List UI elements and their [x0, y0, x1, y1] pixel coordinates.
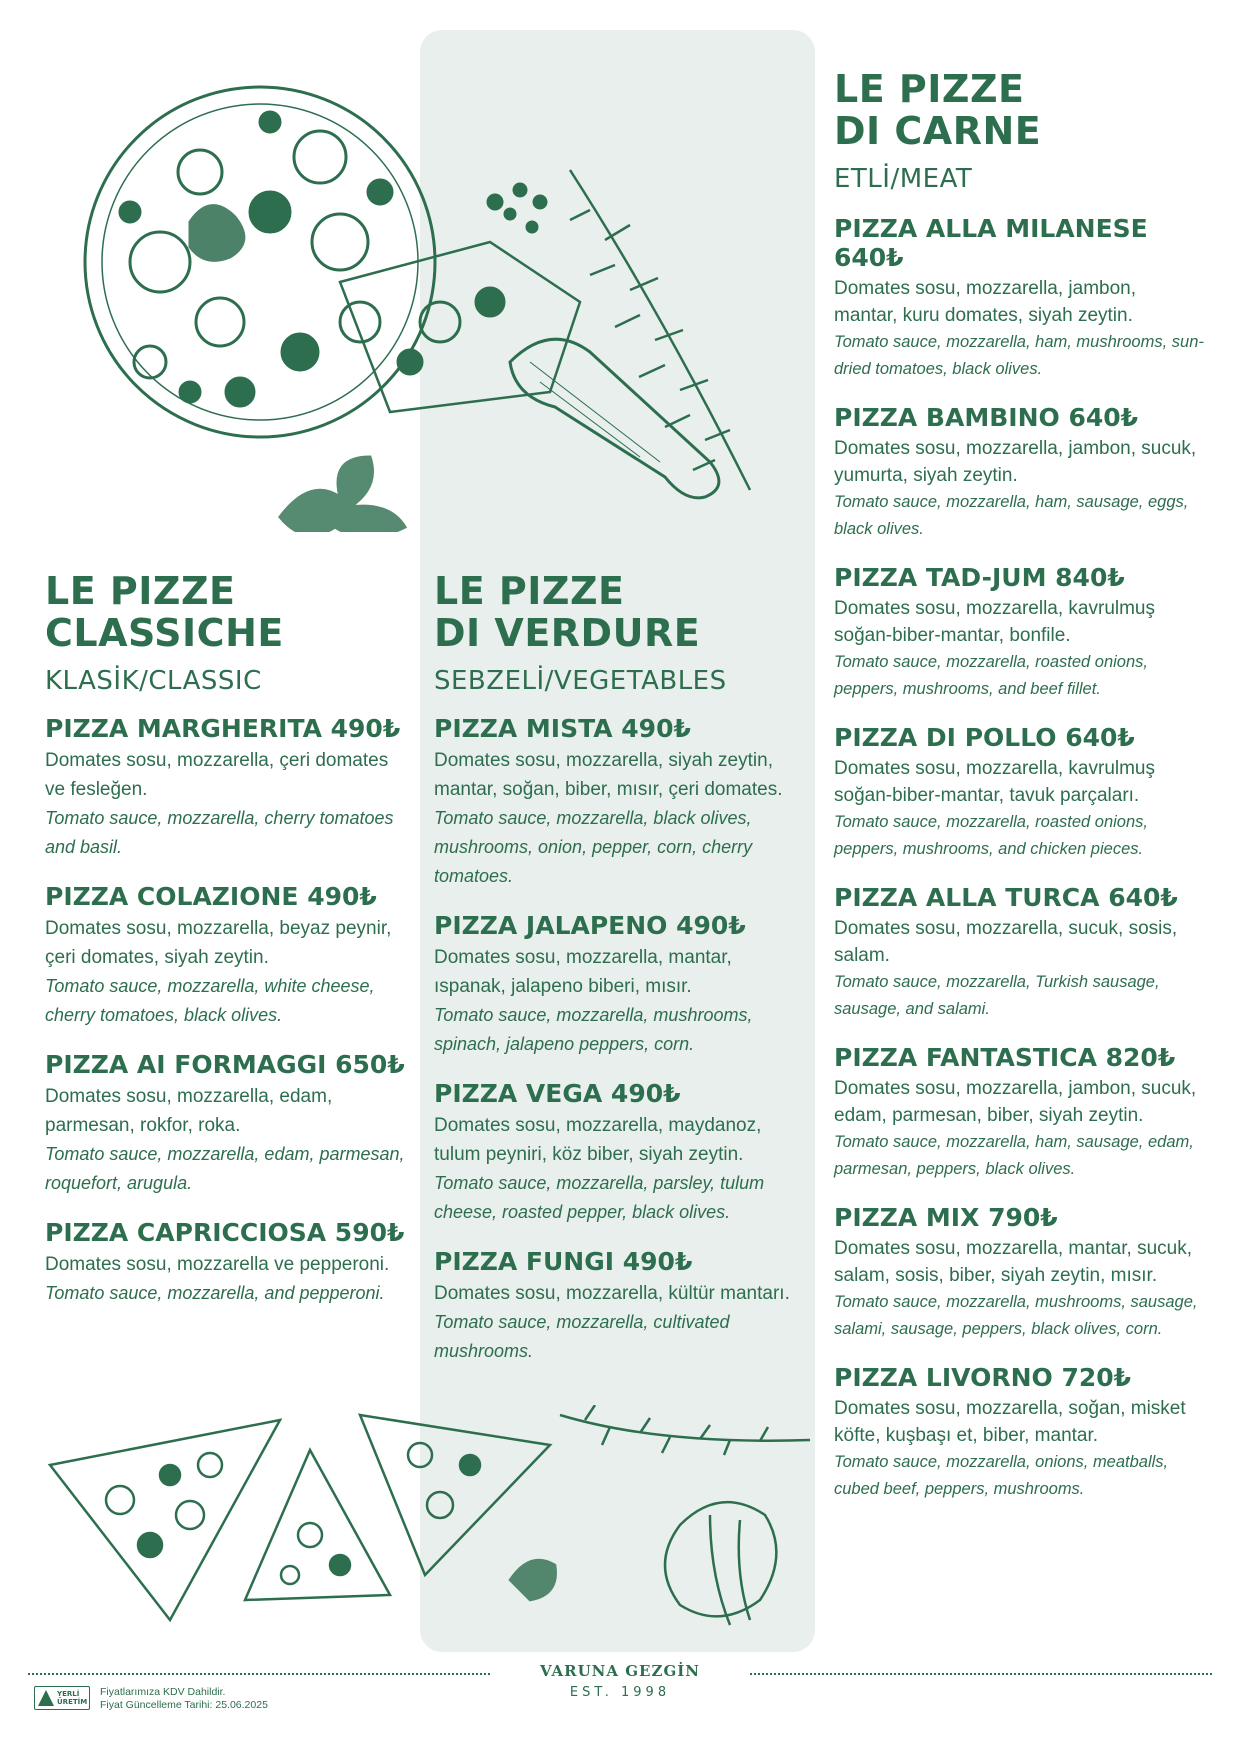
- menu-item: [834, 723, 1204, 863]
- menu-item-description-en: Tomato sauce, mozzarella, and pepperoni.: [45, 1283, 385, 1303]
- menu-item: [834, 1043, 1204, 1183]
- menu-item: [45, 1050, 405, 1198]
- menu-item-name: PIZZA DI POLLO 640₺: [834, 723, 1135, 752]
- menu-item-name: PIZZA JALAPENO 490₺: [434, 911, 746, 940]
- menu-item: [834, 1203, 1204, 1343]
- menu-item-description-tr: Domates sosu, mozzarella ve pepperoni.: [45, 1254, 390, 1275]
- menu-item: [45, 882, 405, 1030]
- menu-item-description-tr: Domates sosu, mozzarella, siyah zeytin, mantar, soğan, biber, mısır, çeri domates.: [434, 750, 783, 800]
- menu-item-name: PIZZA VEGA 490₺: [434, 1079, 681, 1108]
- footer-divider-right: [750, 1673, 1212, 1675]
- price-note: Fiyatlarımıza KDV Dahildir. Fiyat Güncelleme Tarihi: 25.06.2025: [100, 1686, 268, 1711]
- menu-item-description-en: Tomato sauce, mozzarella, black olives, mushrooms, onion, pepper, corn, cherry tomatoes.: [434, 808, 753, 886]
- menu-item-description-en: Tomato sauce, mozzarella, ham, mushrooms, sun-dried tomatoes, black olives.: [834, 333, 1204, 378]
- menu-item-description-en: Tomato sauce, mozzarella, roasted onions, peppers, mushrooms, and beef fillet.: [834, 653, 1148, 698]
- menu-item-description-en: Tomato sauce, mozzarella, cherry tomatoes and basil.: [45, 808, 394, 857]
- section-subtitle: KLASİK/CLASSIC: [45, 666, 262, 696]
- section-verdure: [434, 570, 804, 1386]
- menu-item-description-en: Tomato sauce, mozzarella, ham, sausage, eggs, black olives.: [834, 493, 1189, 538]
- section-carne: [834, 68, 1204, 1523]
- menu-item-name: PIZZA MIX 790₺: [834, 1203, 1058, 1232]
- section-title: LE PIZZE DI CARNE: [834, 67, 1042, 153]
- menu-item-description-en: Tomato sauce, mozzarella, Turkish sausage, sausage, and salami.: [834, 973, 1160, 1018]
- menu-item-name: PIZZA TAD-JUM 840₺: [834, 563, 1125, 592]
- section-classiche: [45, 570, 405, 1328]
- menu-item-name: PIZZA CAPRICCIOSA 590₺: [45, 1218, 405, 1247]
- menu-item-description-en: Tomato sauce, mozzarella, mushrooms, spinach, jalapeno peppers, corn.: [434, 1005, 753, 1054]
- badge-text: YERLİ ÜRETİM: [57, 1690, 88, 1706]
- menu-item: [434, 1247, 804, 1366]
- menu-item-description-tr: Domates sosu, mozzarella, jambon, sucuk, yumurta, siyah zeytin.: [834, 438, 1197, 486]
- menu-item: [434, 1079, 804, 1227]
- menu-item: [45, 1218, 405, 1308]
- menu-item-name: PIZZA BAMBINO 640₺: [834, 403, 1139, 432]
- menu-item-description-tr: Domates sosu, mozzarella, kültür mantarı.: [434, 1283, 790, 1304]
- brand-established: EST. 1998: [569, 1685, 671, 1700]
- rosemary-illustration: [560, 160, 780, 500]
- section-title: LE PIZZE CLASSICHE: [45, 569, 284, 655]
- menu-item-name: PIZZA AI FORMAGGI 650₺: [45, 1050, 405, 1079]
- menu-item-description-en: Tomato sauce, mozzarella, ham, sausage, edam, parmesan, peppers, black olives.: [834, 1133, 1194, 1178]
- menu-item-name: PIZZA COLAZIONE 490₺: [45, 882, 377, 911]
- menu-item: [45, 714, 405, 862]
- menu-item-description-tr: Domates sosu, mozzarella, soğan, misket köfte, kuşbaşı et, biber, mantar.: [834, 1398, 1186, 1446]
- menu-item-description-tr: Domates sosu, mozzarella, kavrulmuş soğan-biber-mantar, tavuk parçaları.: [834, 758, 1155, 806]
- menu-item-description-en: Tomato sauce, mozzarella, roasted onions, peppers, mushrooms, and chicken pieces.: [834, 813, 1148, 858]
- menu-item-description-tr: Domates sosu, mozzarella, jambon, sucuk, edam, parmesan, biber, siyah zeytin.: [834, 1078, 1197, 1126]
- menu-item-name: PIZZA ALLA MILANESE 640₺: [834, 214, 1148, 272]
- menu-item: [834, 214, 1204, 383]
- section-subtitle: ETLİ/MEAT: [834, 164, 973, 194]
- menu-item-name: PIZZA FANTASTICA 820₺: [834, 1043, 1176, 1072]
- menu-item: [834, 1363, 1204, 1503]
- menu-item-name: PIZZA MARGHERITA 490₺: [45, 714, 401, 743]
- menu-item: [834, 563, 1204, 703]
- menu-item-description-en: Tomato sauce, mozzarella, parsley, tulum cheese, roasted pepper, black olives.: [434, 1173, 765, 1222]
- menu-item-description-tr: Domates sosu, mozzarella, maydanoz, tulum peyniri, köz biber, siyah zeytin.: [434, 1115, 762, 1165]
- menu-item-description-tr: Domates sosu, mozzarella, mantar, ıspanak, jalapeno biberi, mısır.: [434, 947, 732, 997]
- menu-item-name: PIZZA MISTA 490₺: [434, 714, 691, 743]
- menu-item: [434, 911, 804, 1059]
- section-title: LE PIZZE DI VERDURE: [434, 569, 701, 655]
- footer-divider-left: [28, 1673, 490, 1675]
- badge-icon: [38, 1690, 54, 1706]
- menu-item-name: PIZZA LIVORNO 720₺: [834, 1363, 1132, 1392]
- menu-item-name: PIZZA FUNGI 490₺: [434, 1247, 693, 1276]
- menu-item-description-en: Tomato sauce, mozzarella, edam, parmesan, roquefort, arugula.: [45, 1144, 405, 1193]
- menu-item-description-tr: Domates sosu, mozzarella, kavrulmuş soğan-biber-mantar, bonfile.: [834, 598, 1155, 646]
- menu-item-description-tr: Domates sosu, mozzarella, beyaz peynir, çeri domates, siyah zeytin.: [45, 918, 392, 968]
- pizza-slices-illustration: [40, 1405, 820, 1650]
- menu-item: [834, 883, 1204, 1023]
- menu-item-description-en: Tomato sauce, mozzarella, white cheese, cherry tomatoes, black olives.: [45, 976, 375, 1025]
- menu-item-description-en: Tomato sauce, mozzarella, onions, meatballs, cubed beef, peppers, mushrooms.: [834, 1453, 1169, 1498]
- local-production-badge: [34, 1686, 90, 1710]
- menu-item-name: PIZZA ALLA TURCA 640₺: [834, 883, 1178, 912]
- menu-item-description-tr: Domates sosu, mozzarella, sucuk, sosis, salam.: [834, 918, 1178, 966]
- menu-item: [834, 403, 1204, 543]
- menu-item-description-en: Tomato sauce, mozzarella, mushrooms, sausage, salami, sausage, peppers, black olives, corn.: [834, 1293, 1198, 1338]
- menu-item-description-tr: Domates sosu, mozzarella, jambon, mantar, kuru domates, siyah zeytin.: [834, 278, 1137, 326]
- section-subtitle: SEBZELİ/VEGETABLES: [434, 666, 727, 696]
- menu-item-description-tr: Domates sosu, mozzarella, edam, parmesan, rokfor, roka.: [45, 1086, 333, 1136]
- brand-name: VARUNA GEZGİN: [540, 1662, 700, 1680]
- menu-item-description-tr: Domates sosu, mozzarella, mantar, sucuk, salam, sosis, biber, siyah zeytin, mısır.: [834, 1238, 1192, 1286]
- menu-item-description-tr: Domates sosu, mozzarella, çeri domates ve fesleğen.: [45, 750, 389, 800]
- menu-item-description-en: Tomato sauce, mozzarella, cultivated mushrooms.: [434, 1312, 730, 1361]
- menu-item: [434, 714, 804, 891]
